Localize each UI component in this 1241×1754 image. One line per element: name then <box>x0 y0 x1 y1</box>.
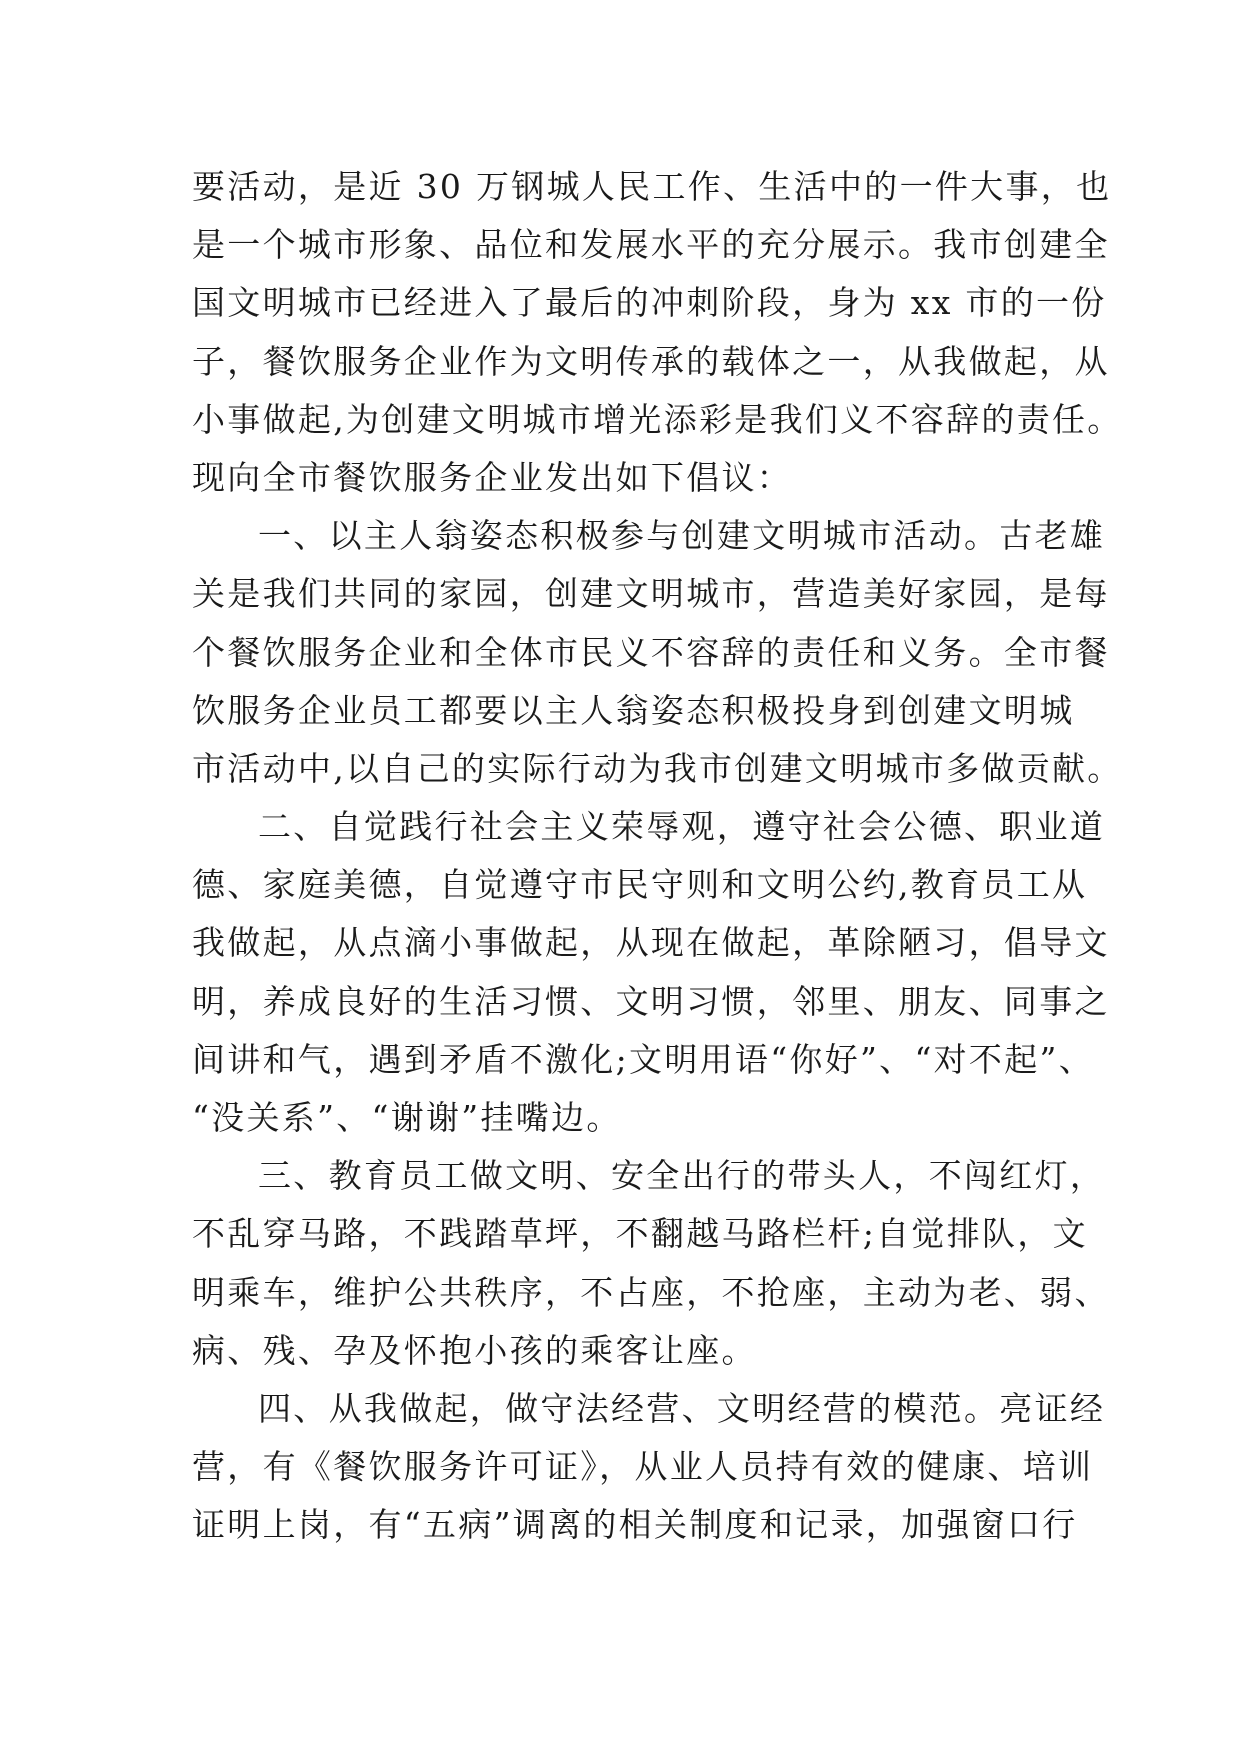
text-line: 小事做起,为创建文明城市增光添彩是我们义不容辞的责任。 <box>192 399 1123 439</box>
text-line: 营，有《餐饮服务许可证》，从业人员持有效的健康、培训 <box>192 1447 1094 1487</box>
text-line: 证明上岗，有“五病”调离的相关制度和记录，加强窗口行 <box>192 1505 1078 1545</box>
text-line: 市活动中,以自己的实际行动为我市创建文明城市多做贡献。 <box>192 748 1123 788</box>
text-line: “没关系”、“谢谢”挂嘴边。 <box>192 1098 622 1137</box>
paragraph-3-first-line: 三、教育员工做文明、安全出行的带头人，不闯红灯， <box>258 1156 1106 1196</box>
text-line: 间讲和气，遇到矛盾不激化;文明用语“你好”、“对不起”、 <box>192 1039 1095 1079</box>
paragraph-4-first-line: 四、从我做起，做守法经营、文明经营的模范。亮证经 <box>258 1388 1106 1428</box>
text-line: 国文明城市已经进入了最后的冲刺阶段，身为 xx 市的一份 <box>192 283 1107 323</box>
text-line: 德、家庭美德，自觉遵守市民守则和文明公约,教育员工从 <box>192 865 1088 905</box>
text-line: 饮服务企业员工都要以主人翁姿态积极投身到创建文明城 <box>192 690 1075 730</box>
text-line: 个餐饮服务企业和全体市民义不容辞的责任和义务。全市餐 <box>192 632 1110 672</box>
text-line: 要活动，是近 30 万钢城人民工作、生活中的一件大事，也 <box>192 167 1112 206</box>
paragraph-2-first-line: 二、自觉践行社会主义荣辱观，遵守社会公德、职业道 <box>258 807 1106 847</box>
text-line: 关是我们共同的家园，创建文明城市，营造美好家园，是每 <box>192 574 1110 614</box>
text-line: 明乘车，维护公共秩序，不占座，不抢座，主动为老、弱、 <box>192 1272 1110 1312</box>
text-line: 不乱穿马路，不践踏草坪，不翻越马路栏杆;自觉排队，文 <box>192 1214 1088 1254</box>
text-line: 现向全市餐饮服务企业发出如下倡议： <box>192 457 793 497</box>
paragraph-1-first-line: 一、以主人翁姿态积极参与创建文明城市活动。古老雄 <box>258 516 1106 556</box>
text-line: 子，餐饮服务企业作为文明传承的载体之一，从我做起，从 <box>192 341 1110 381</box>
text-line: 我做起，从点滴小事做起，从现在做起，革除陋习，倡导文 <box>192 923 1110 963</box>
text-line: 明，养成良好的生活习惯、文明习惯，邻里、朋友、同事之 <box>192 981 1110 1021</box>
text-line: 是一个城市形象、品位和发展水平的充分展示。我市创建全 <box>192 225 1110 265</box>
text-line: 病、残、孕及怀抱小孩的乘客让座。 <box>192 1330 757 1370</box>
document-body <box>192 158 1123 1555</box>
